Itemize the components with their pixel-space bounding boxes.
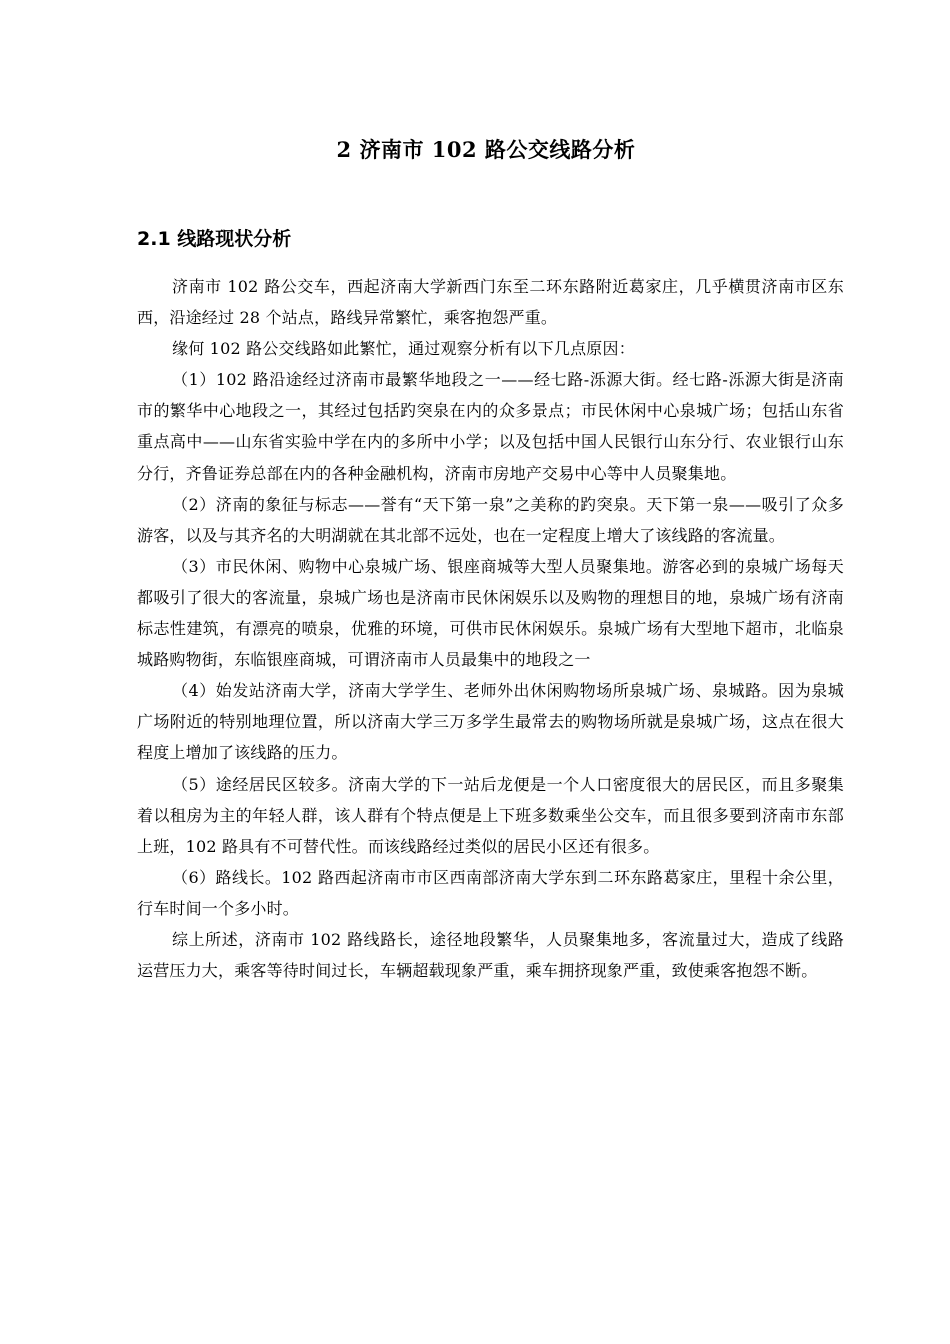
body-text <box>137 271 844 986</box>
paragraph-summary: 综上所述，济南市 102 路线路长，途径地段繁华，人员聚集地多，客流量过大，造成了线路运营压力大，乘客等待时间过长，车辆超载现象严重，乘车拥挤现象严重，致使乘客抱怨不断。 <box>137 929 844 981</box>
paragraph-reason-3: （3）市民休闲、购物中心泉城广场、银座商城等大型人员聚集地。游客必到的泉城广场每天都吸引了很大的客流量，泉城广场也是济南市民休闲娱乐以及购物的理想目的地，泉城广场有济南标志性建筑，有漂亮的喷泉，优雅的环境，可供市民休闲娱乐。泉城广场有大型地下超市，北临泉城路购物街，东临银座商城，可谓济南市人员最集中的地段之一 <box>137 556 844 670</box>
paragraph-reason-4: （4）始发站济南大学，济南大学学生、老师外出休闲购物场所泉城广场、泉城路。因为泉城广场附近的特别地理位置，所以济南大学三万多学生最常去的购物场所就是泉城广场，这点在很大程度上增加了该线路的压力。 <box>137 681 844 763</box>
section-title: 2.1 线路现状分析 <box>137 228 292 250</box>
paragraph-reason-5: （5）途经居民区较多。济南大学的下一站后龙便是一个人口密度很大的居民区，而且多聚集着以租房为主的年轻人群，该人群有个特点便是上下班多数乘坐公交车，而且很多要到济南市东部上班，102 路具有不可替代性。而该线路经过类似的居民小区还有很多。 <box>137 774 844 856</box>
chapter-title: 2 济南市 102 路公交线路分析 <box>336 137 636 162</box>
paragraph-intro: 济南市 102 路公交车，西起济南大学新西门东至二环东路附近葛家庄，几乎横贯济南市区东西，沿途经过 28 个站点，路线异常繁忙，乘客抱怨严重。 <box>137 277 844 328</box>
paragraph-reason-6: （6）路线长。102 路西起济南市市区西南部济南大学东到二环东路葛家庄，里程十余公里，行车时间一个多小时。 <box>137 867 844 918</box>
paragraph-reasons-lead: 缘何 102 路公交线路如此繁忙，通过观察分析有以下几点原因： <box>172 339 635 359</box>
paragraph-reason-1: （1）102 路沿途经过济南市最繁华地段之一——经七路-泺源大街。经七路-泺源大街是济南市的繁华中心地段之一，其经过包括趵突泉在内的众多景点；市民休闲中心泉城广场；包括山东省重点高中——山东省实验中学在内的多所中小学；以及包括中国人民银行山东分行、农业银行山东分行，齐鲁证券总部在内的各种金融机构，济南市房地产交易中心等中人员聚集地。 <box>137 370 844 483</box>
paragraph-reason-2: （2）济南的象征与标志——誉有“天下第一泉”之美称的趵突泉。天下第一泉——吸引了众多游客，以及与其齐名的大明湖就在其北部不远处，也在一定程度上增大了该线路的客流量。 <box>137 494 844 545</box>
